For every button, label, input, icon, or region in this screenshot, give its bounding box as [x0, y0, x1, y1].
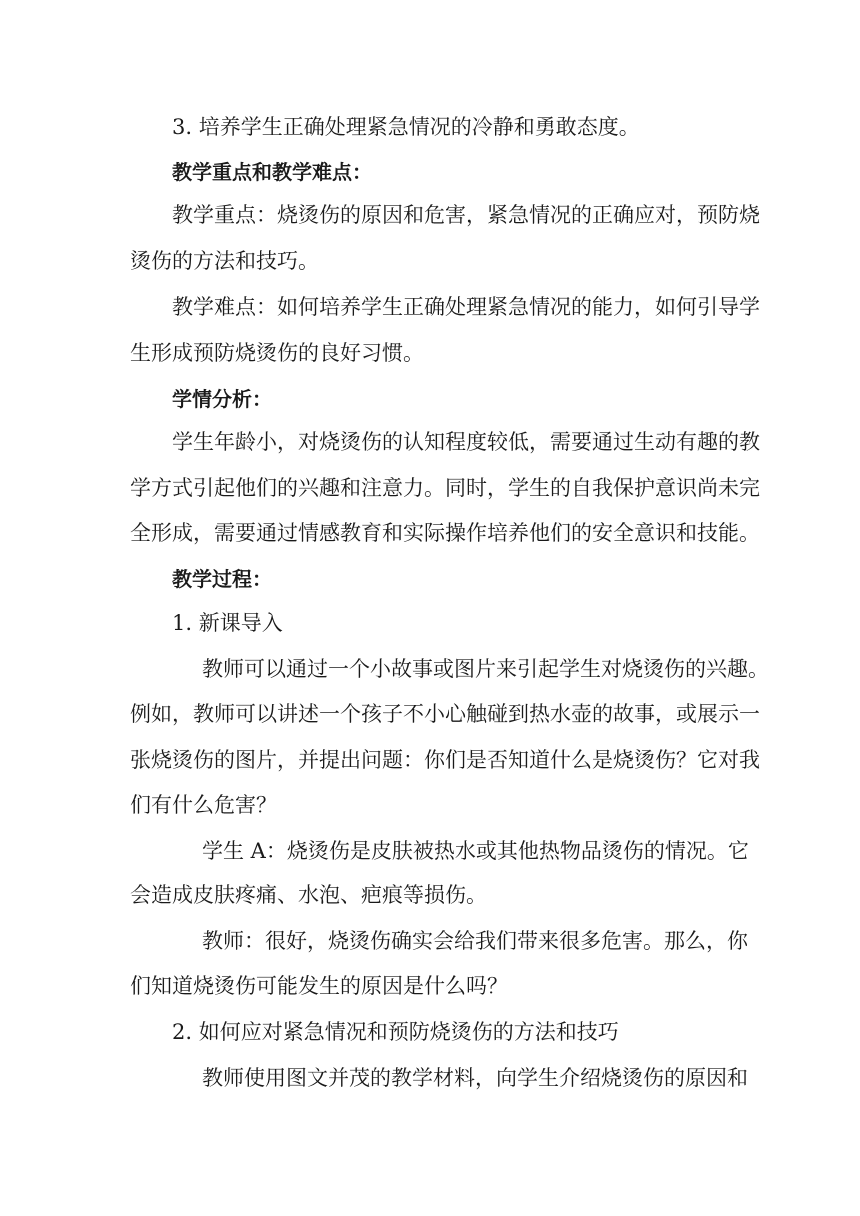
step1-paragraph-line-1: 教师可以通过一个小故事或图片来引起学生对烧烫伤的兴趣。 [202, 657, 769, 681]
student-a-line-2: 会造成皮肤疼痛、水泡、疤痕等损伤。 [130, 883, 487, 907]
student-a-line-1: 学生 A：烧烫伤是皮肤被热水或其他热物品烫伤的情况。它 [202, 839, 749, 863]
analysis-line-2: 学方式引起他们的兴趣和注意力。同时，学生的自我保护意识尚未完 [130, 476, 760, 500]
step1-paragraph-line-2: 例如，教师可以讲述一个孩子不小心触碰到热水壶的故事，或展示一 [130, 702, 760, 726]
step2-title: 2. 如何应对紧急情况和预防烧烫伤的方法和技巧 [172, 1020, 619, 1044]
objective-3: 3. 培养学生正确处理紧急情况的冷静和勇敢态度。 [172, 115, 640, 139]
teacher-line-1: 教师：很好，烧烫伤确实会给我们带来很多危害。那么，你 [202, 929, 748, 953]
analysis-line-1: 学生年龄小，对烧烫伤的认知程度较低，需要通过生动有趣的教 [172, 430, 760, 454]
key-point-line-2: 烫伤的方法和技巧。 [130, 249, 319, 273]
step1-title: 1. 新课导入 [172, 611, 283, 635]
heading-key-points: 教学重点和教学难点： [172, 160, 372, 184]
step2-paragraph-line-1: 教师使用图文并茂的教学材料，向学生介绍烧烫伤的原因和 [202, 1066, 748, 1090]
step1-paragraph-line-3: 张烧烫伤的图片，并提出问题：你们是否知道什么是烧烫伤？它对我 [130, 748, 760, 772]
key-point-line-1: 教学重点：烧烫伤的原因和危害，紧急情况的正确应对，预防烧 [172, 203, 760, 227]
heading-process: 教学过程： [172, 567, 272, 591]
analysis-line-3: 全形成，需要通过情感教育和实际操作培养他们的安全意识和技能。 [130, 521, 760, 545]
heading-analysis: 学情分析： [172, 387, 272, 411]
teacher-line-2: 们知道烧烫伤可能发生的原因是什么吗？ [130, 974, 508, 998]
difficulty-line-2: 生形成预防烧烫伤的良好习惯。 [130, 341, 424, 365]
step1-paragraph-line-4: 们有什么危害？ [130, 793, 277, 817]
difficulty-line-1: 教学难点：如何培养学生正确处理紧急情况的能力，如何引导学 [172, 295, 760, 319]
